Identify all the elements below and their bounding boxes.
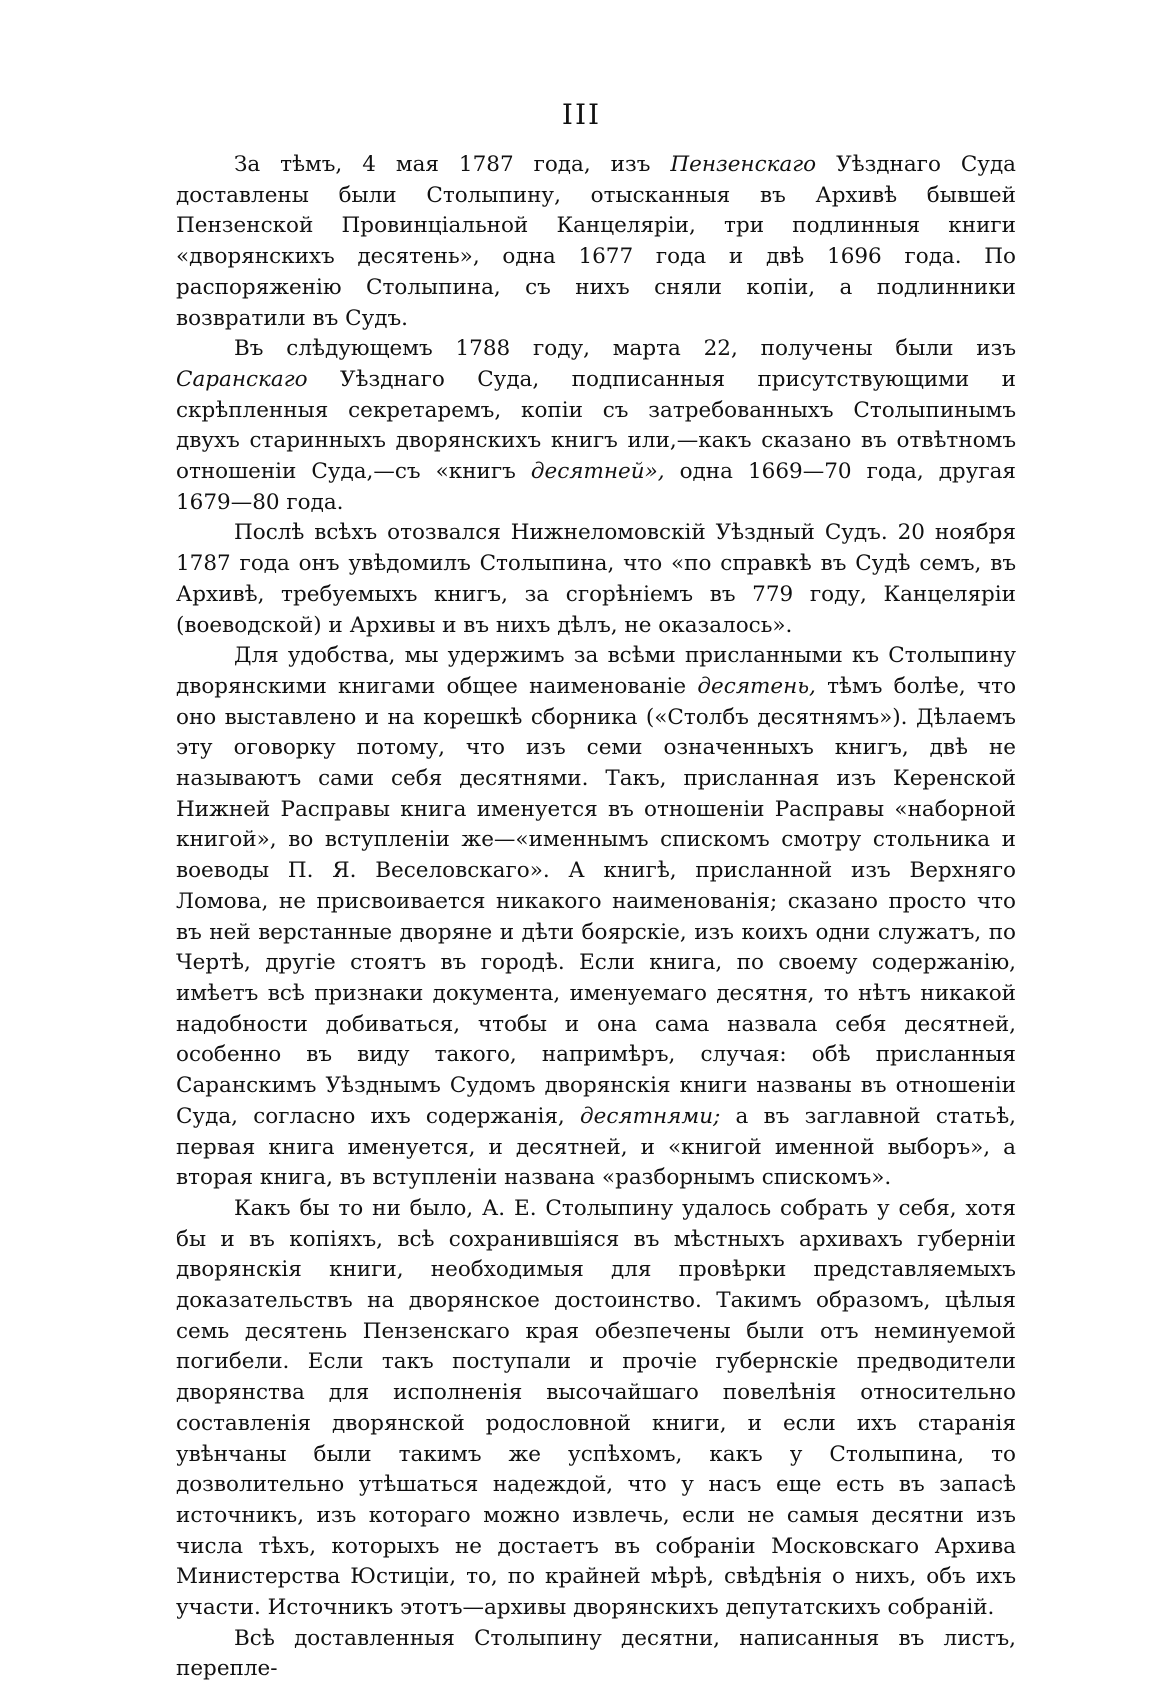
text-segment: а въ заглавной статьѣ, первая книга именуется, и десятней, и «книгой именной выборъ», а вторая книга, въ вступленіи названа «разборнымъ спискомъ». <box>176 1103 1016 1191</box>
paragraph <box>176 150 1016 334</box>
paragraph <box>176 1624 1016 1685</box>
italic-segment: десятней», <box>530 459 665 485</box>
italic-segment: Пензенскаго <box>670 152 817 177</box>
paragraph <box>176 1194 1016 1624</box>
text-segment: одна 1669—70 года, другая 1679—80 года. <box>176 459 1016 515</box>
text-segment: Всѣ доставленныя Столыпину десятни, написанныя въ листъ, перепле- <box>176 1625 1016 1682</box>
text-segment: За тѣмъ, 4 мая 1787 года, изъ <box>234 152 671 177</box>
text-segment: Послѣ всѣхъ отозвался Нижнеломовскій Уѣздный Судъ. 20 ноября 1787 года онъ увѣдомилъ Столыпина, что «по справкѣ въ Судѣ семъ, въ Архивѣ, требуемыхъ книгъ, за сгорѣніемъ въ 779 году, Канцеляріи (воеводской) и Архивы и въ нихъ дѣлъ, не оказалось». <box>176 520 1016 638</box>
italic-segment: Саранскаго <box>176 366 308 392</box>
page-number: III <box>561 98 602 131</box>
italic-segment: десятнями; <box>580 1103 721 1129</box>
paragraph <box>176 334 1016 518</box>
text-segment: Для удобства, мы удержимъ за всѣми присланными къ Столыпину дворянскими книгами общее наименованіе <box>176 643 1016 699</box>
paragraph <box>176 518 1016 641</box>
body-text <box>176 150 1016 1685</box>
text-segment: тѣмъ болѣе, что оно выставлено и на корешкѣ сборника («Столбъ десятнямъ»). Дѣлаемъ эту оговорку потому, что изъ семи означенныхъ книгъ, двѣ не называютъ сами себя десятнями. Такъ, присланная изъ Керенской Нижней Расправы книга именуется въ отношеніи Расправы «наборной книгой», во вступленіи же—«именнымъ спискомъ смотру стольника и воеводы П. Я. Веселовскаго». А книгѣ, присланной изъ Верхняго Ломова, не присвоивается никакого наименованія; сказано просто что въ ней верстанные дворяне и дѣти боярскіе, изъ коихъ одни служатъ, по Чертѣ, другіе стоятъ въ городѣ. Если книга, по своему содержанію, имѣетъ всѣ признаки документа, именуемаго десятня, то нѣтъ никакой надобности добиваться, чтобы и она сама назвала себя десятней, особенно въ виду такого, напримѣръ, случая: обѣ присланныя Саранскимъ Уѣзднымъ Судомъ дворянскія книги названы въ отношеніи Суда, согласно ихъ содержанія, <box>176 673 1017 1129</box>
text-segment: Какъ бы то ни было, А. Е. Столыпину удалось собрать у себя, хотя бы и въ копіяхъ, всѣ сохранившіяся въ мѣстныхъ архивахъ губерніи дворянскія книги, необходимыя для провѣрки представляемыхъ доказательствъ на дворянское достоинство. Такимъ образомъ, цѣлыя семь десятень Пензенскаго края обезпечены были отъ неминуемой погибели. Если такъ поступали и прочіе губернскіе предводители дворянства для исполненія высочайшаго повелѣнія относительно составленія дворянской родословной книги, и если ихъ старанія увѣнчаны были такимъ же успѣхомъ, какъ у Столыпина, то дозволительно утѣшаться надеждой, что у насъ еще есть въ запасѣ источникъ, изъ котораго можно извлечь, если не самыя десятни изъ числа тѣхъ, которыхъ не достаетъ въ собраніи Московскаго Архива Министерства Юстиціи, то, по крайней мѣрѣ, свѣдѣнія о нихъ, объ ихъ участи. Источникъ этотъ—архивы дворянскихъ депутатскихъ собраній. <box>176 1195 1016 1621</box>
paragraph <box>176 641 1016 1194</box>
italic-segment: десятень, <box>697 673 816 699</box>
text-segment: Въ слѣдующемъ 1788 году, марта 22, получены были изъ <box>234 336 1016 362</box>
text-segment: Уѣзднаго Суда, подписанныя присутствующими и скрѣпленныя секретаремъ, копіи съ затребованныхъ Столыпинымъ двухъ старинныхъ дворянскихъ книгъ или,—какъ сказано въ отвѣтномъ отношеніи Суда,—съ «книгъ <box>176 366 1016 485</box>
text-segment: Уѣзднаго Суда доставлены были Столыпину, отысканныя въ Архивѣ бывшей Пензенской Провинціальной Канцеляріи, три подлинныя книги «дворянскихъ десятень», одна 1677 года и двѣ 1696 года. По распоряженію Столыпина, съ нихъ сняли копіи, а подлинники возвратили въ Судъ. <box>176 152 1017 331</box>
